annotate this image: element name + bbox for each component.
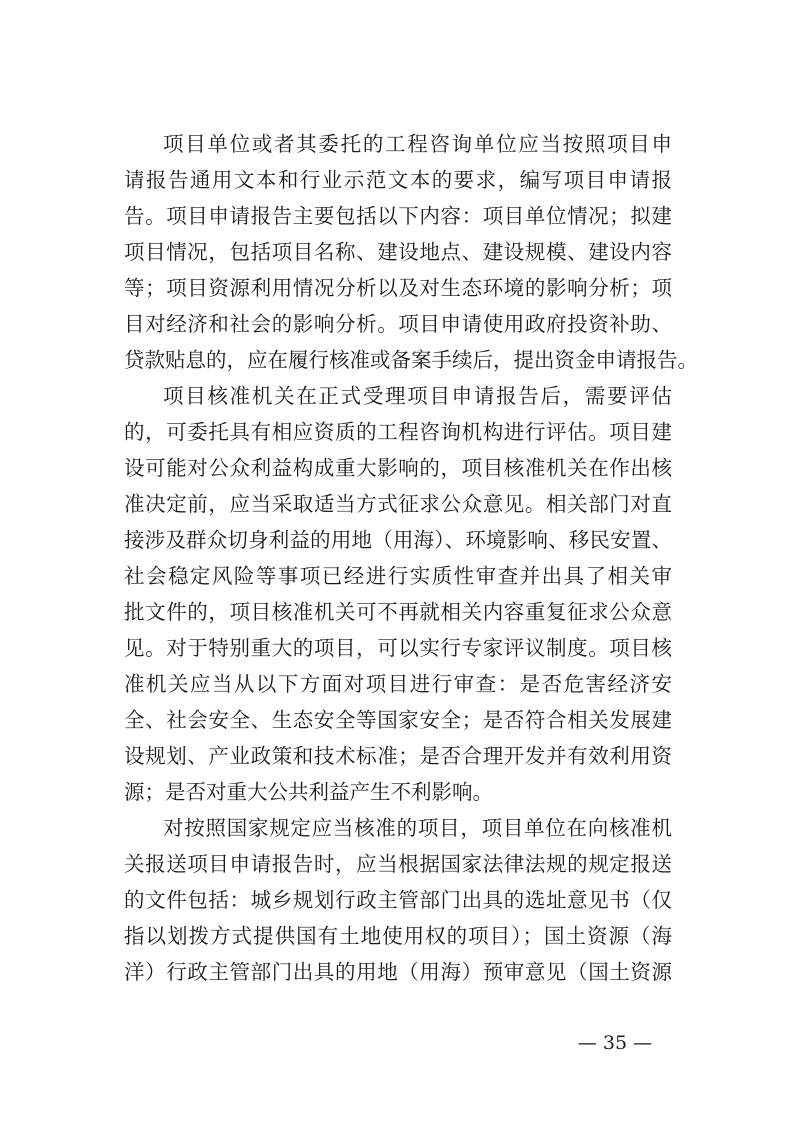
text-line: 告。项目申请报告主要包括以下内容：项目单位情况；拟建 [124,204,672,228]
text-line: 准决定前，应当采取适当方式征求公众意见。相关部门对直 [124,492,672,516]
text-line: 全、社会安全、生态安全等国家安全；是否符合相关发展建 [124,708,672,732]
text-line: 设规划、产业政策和技术标准；是否合理开发并有效利用资 [124,744,672,768]
text-line: 项目情况，包括项目名称、建设地点、建设规模、建设内容 [124,240,672,264]
text-line: 的文件包括：城乡规划行政主管部门出具的选址意见书（仅 [124,888,672,912]
text-line: 对按照国家规定应当核准的项目，项目单位在向核准机 [163,816,672,840]
text-line: 请报告通用文本和行业示范文本的要求，编写项目申请报 [124,168,672,192]
text-line: 关报送项目申请报告时，应当根据国家法律法规的规定报送 [124,852,672,876]
text-line: 批文件的，项目核准机关可不再就相关内容重复征求公众意 [124,600,672,624]
text-line: 项目核准机关在正式受理项目申请报告后，需要评估 [163,384,672,408]
text-line: 项目单位或者其委托的工程咨询单位应当按照项目申 [163,132,672,156]
text-line: 的，可委托具有相应资质的工程咨询机构进行评估。项目建 [124,420,672,444]
text-line: 社会稳定风险等事项已经进行实质性审查并出具了相关审 [124,564,672,588]
text-line: 等；项目资源利用情况分析以及对生态环境的影响分析；项 [124,276,672,300]
text-line: 洋）行政主管部门出具的用地（用海）预审意见（国土资源 [124,960,672,984]
text-line: 源；是否对重大公共利益产生不利影响。 [124,780,493,804]
text-line: 目对经济和社会的影响分析。项目申请使用政府投资补助、 [124,312,672,336]
text-line: 贷款贴息的，应在履行核准或备案手续后，提出资金申请报告。 [124,348,698,372]
text-line: 指以划拨方式提供国有土地使用权的项目）；国土资源（海 [124,924,672,948]
text-line: 接涉及群众切身利益的用地（用海）、环境影响、移民安置、 [124,528,672,552]
text-line: 见。对于特别重大的项目，可以实行专家评议制度。项目核 [124,636,672,660]
text-line: 准机关应当从以下方面对项目进行审查：是否危害经济安 [124,672,672,696]
text-line: 设可能对公众利益构成重大影响的，项目核准机关在作出核 [124,456,672,480]
page-number: — 35 — [577,1032,653,1054]
